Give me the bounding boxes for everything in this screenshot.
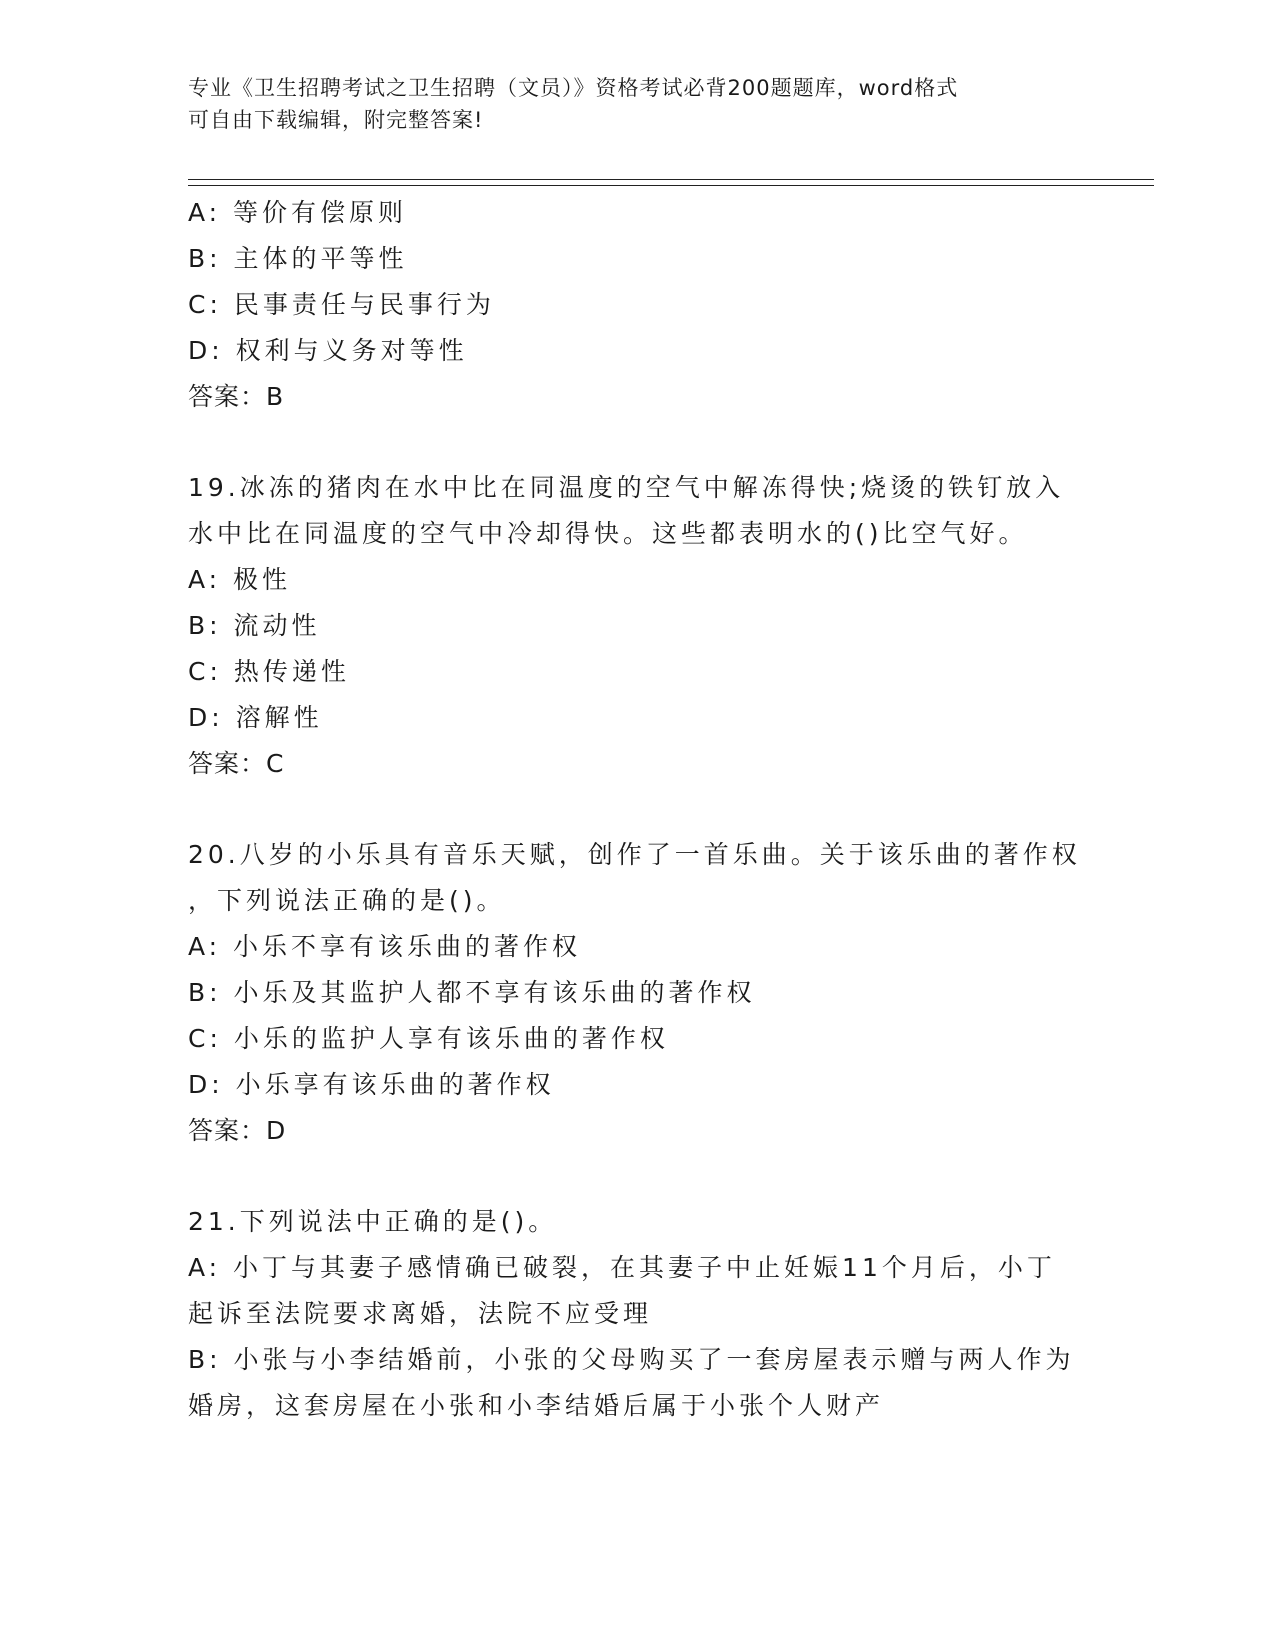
header-title-line-1: 专业《卫生招聘考试之卫生招聘（文员）》资格考试必背200题题库，word格式	[188, 76, 959, 100]
question-21	[188, 1199, 1088, 1429]
option-c: C: 小乐的监护人享有该乐曲的著作权	[188, 1024, 669, 1053]
header-title-line-2: 可自由下载编辑，附完整答案!	[188, 108, 484, 132]
question-20	[188, 832, 1088, 1154]
option-d: D: 权利与义务对等性	[188, 336, 468, 365]
option-b-line-2: 婚房，这套房屋在小张和小李结婚后属于小张个人财产	[188, 1391, 885, 1420]
option-c: C: 民事责任与民事行为	[188, 290, 495, 319]
option-b-line-1: B: 小张与小李结婚前，小张的父母购买了一套房屋表示赠与两人作为	[188, 1345, 1075, 1374]
option-d: D: 溶解性	[188, 703, 323, 732]
option-a: A: 等价有偿原则	[188, 198, 408, 227]
question-18	[188, 190, 1088, 420]
header-divider	[188, 179, 1154, 186]
spacer	[188, 787, 1088, 832]
answer-label: 答案：D	[188, 1116, 287, 1145]
option-d: D: 小乐享有该乐曲的著作权	[188, 1070, 555, 1099]
question-stem-line-2: ，下列说法正确的是()。	[188, 886, 506, 915]
option-c: C: 热传递性	[188, 657, 350, 686]
document-header	[188, 72, 1068, 136]
option-b: B: 流动性	[188, 611, 321, 640]
option-b: B: 小乐及其监护人都不享有该乐曲的著作权	[188, 978, 756, 1007]
question-stem-line-2: 水中比在同温度的空气中冷却得快。这些都表明水的()比空气好。	[188, 519, 1028, 548]
spacer	[188, 1154, 1088, 1199]
question-stem-line-1: 19.冰冻的猪肉在水中比在同温度的空气中解冻得快;烧烫的铁钉放入	[188, 473, 1065, 502]
question-stem-line-1: 20.八岁的小乐具有音乐天赋，创作了一首乐曲。关于该乐曲的著作权	[188, 840, 1081, 869]
question-list	[188, 190, 1088, 1429]
answer-label: 答案：C	[188, 749, 285, 778]
question-stem-line-1: 21.下列说法中正确的是()。	[188, 1207, 558, 1236]
option-a: A: 极性	[188, 565, 292, 594]
spacer	[188, 420, 1088, 465]
answer-label: 答案：B	[188, 382, 285, 411]
option-a-line-1: A: 小丁与其妻子感情确已破裂，在其妻子中止妊娠11个月后，小丁	[188, 1253, 1056, 1282]
question-19	[188, 465, 1088, 787]
option-b: B: 主体的平等性	[188, 244, 408, 273]
option-a-line-2: 起诉至法院要求离婚，法院不应受理	[188, 1299, 653, 1328]
option-a: A: 小乐不享有该乐曲的著作权	[188, 932, 582, 961]
